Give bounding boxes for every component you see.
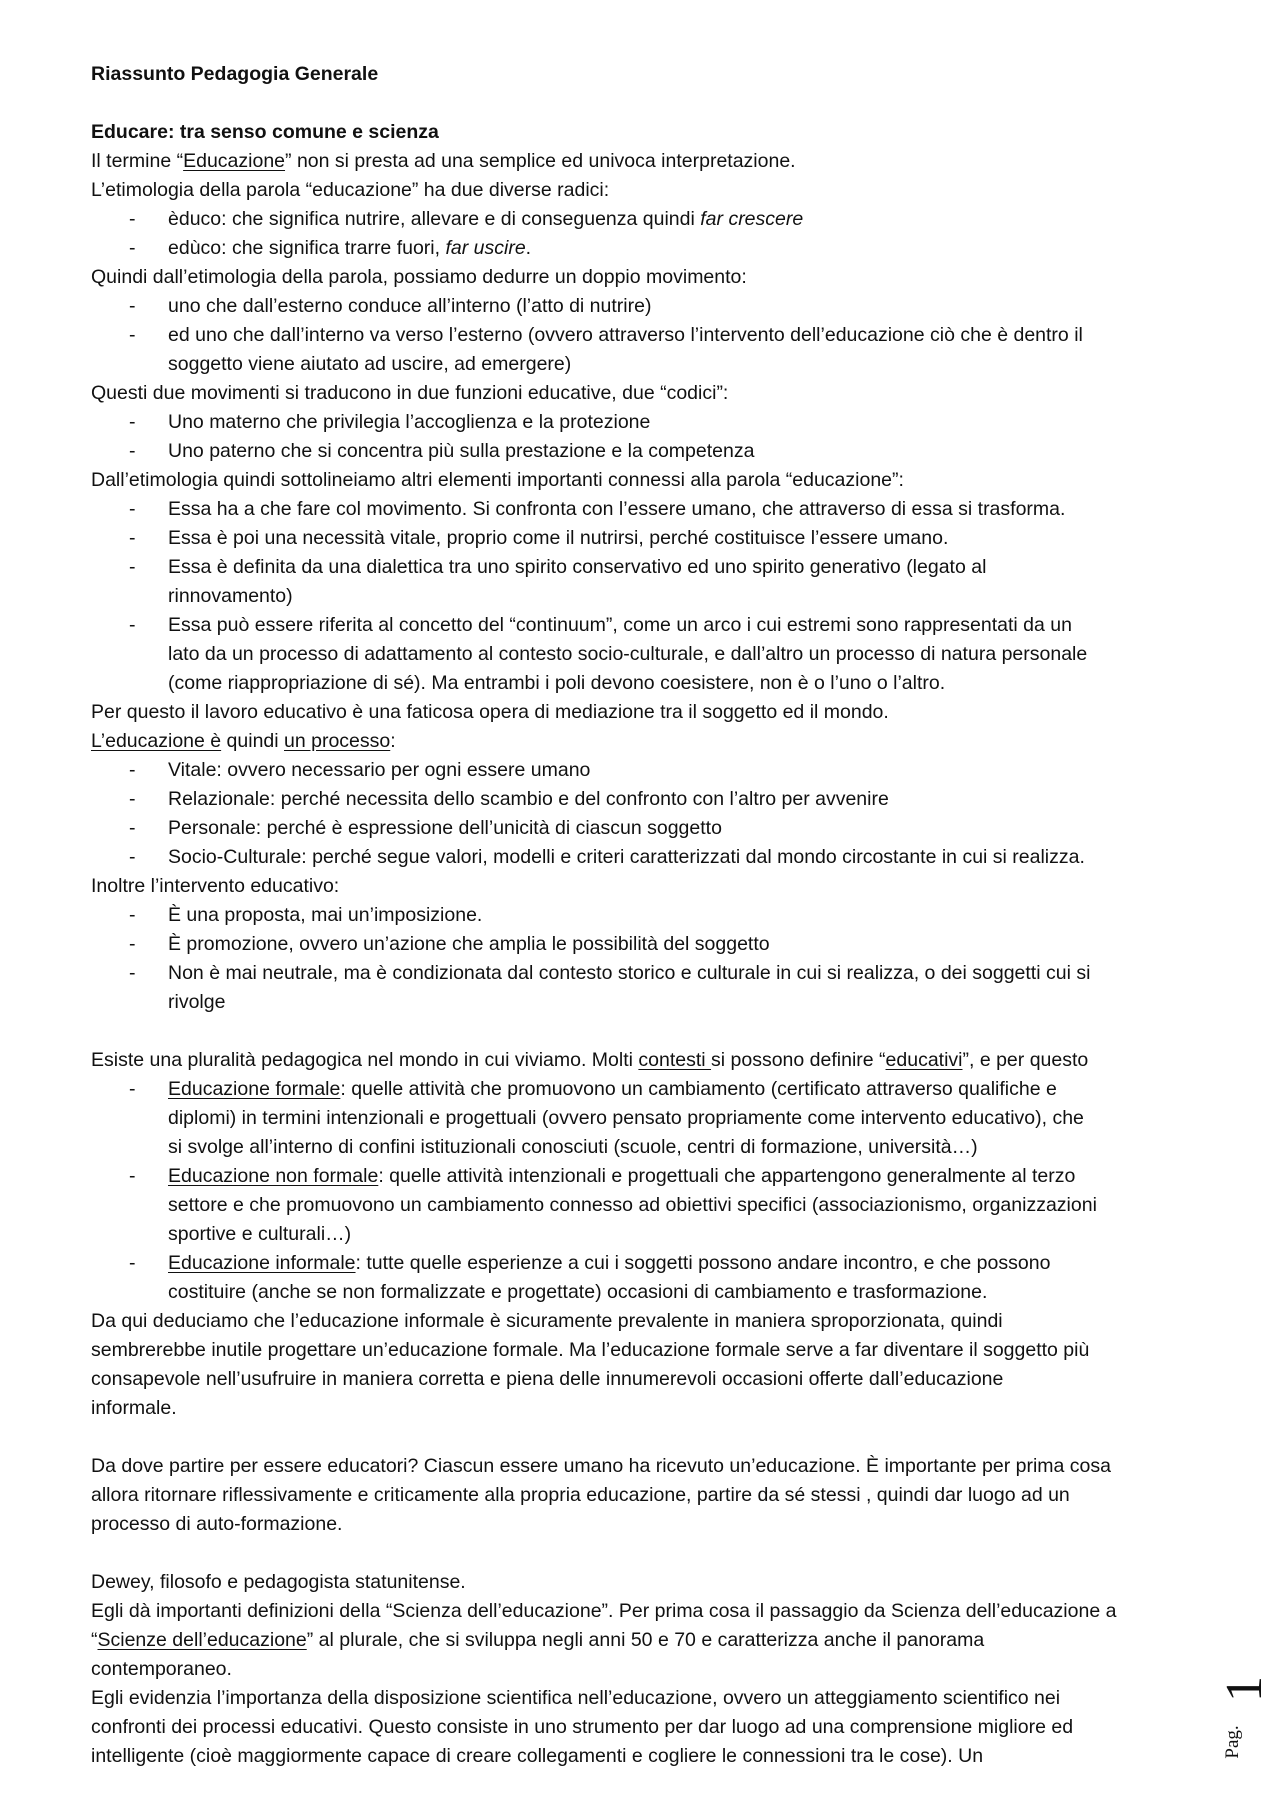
spacer — [91, 1423, 1211, 1452]
underlined-term: contesti — [638, 1049, 712, 1071]
underlined-term: un processo — [284, 730, 391, 752]
text: È una proposta, mai un’imposizione. — [168, 904, 483, 926]
list-item: - Essa può essere riferita al concetto del “continuum”, come un arco i cui estremi sono rappresentati da un lato da un processo di adattamento al contesto socio-culturale, e dall’altro un processo di natura personale (come riappropriazione di sé). Ma entrambi i poli devono coesistere, non è o l’uno o l’altro. — [91, 611, 1211, 698]
list-item: - Vitale: ovvero necessario per ogni essere umano — [129, 759, 591, 781]
list-item: - Educazione formale: quelle attività che promuovono un cambiamento (certificato attraverso qualifiche e diplomi) in termini intenzionali e progettuali (ovvero pensato propriamente come intervento educativo), che si svolge all’interno di confini istituzionali conosciuti (scuole, centri di formazione, università…) — [91, 1075, 1211, 1162]
text: Essa ha a che fare col movimento. Si confronta con l’essere umano, che attraverso di essa si trasforma. — [168, 498, 1066, 520]
page-number: 1 — [1216, 1676, 1273, 1702]
text: rivolge — [168, 991, 226, 1013]
list-item: - Uno materno che privilegia l’accoglienza e la protezione — [129, 411, 651, 433]
paragraph-line: Da dove partire per essere educatori? Ciascun essere umano ha ricevuto un’educazione. È importante per prima cosa — [91, 1455, 1111, 1477]
page-footer — [1216, 1665, 1280, 1775]
text: Il termine “ — [91, 150, 184, 172]
text: : — [390, 730, 396, 752]
list-item: - ed uno che dall’interno va verso l’esterno (ovvero attraverso l’intervento dell’educazione ciò che è dentro il soggetto viene aiutato ad uscire, ad emergere) — [91, 321, 1211, 379]
text: Essa può essere riferita al concetto del “continuum”, come un arco i cui estremi sono rappresentati da un — [168, 614, 1072, 636]
text: Vitale: ovvero necessario per ogni essere umano — [168, 759, 591, 781]
spacer — [91, 1017, 1211, 1046]
paragraph — [91, 1046, 1211, 1075]
paragraph-line: sembrerebbe inutile progettare un’educazione formale. Ma l’educazione formale serve a far diventare il soggetto più — [91, 1339, 1090, 1361]
underlined-term: educativi — [885, 1049, 963, 1071]
paragraph: Questi due movimenti si traducono in due funzioni educative, due “codici”: — [91, 382, 729, 404]
list-item: - edùco: che significa trarre fuori, far uscire. — [129, 237, 532, 259]
list-item: - Relazionale: perché necessita dello scambio e del confronto con l’altro per avvenire — [129, 788, 889, 810]
underlined-term: Educazione — [183, 150, 286, 172]
text: ” al plurale, che si sviluppa negli anni 50 e 70 e caratterizza anche il panorama — [306, 1629, 985, 1651]
list-item: - Personale: perché è espressione dell’unicità di ciascun soggetto — [129, 817, 722, 839]
paragraph-line: allora ritornare riflessivamente e criticamente alla propria educazione, partire da sé stessi , quindi dar luogo ad un — [91, 1484, 1070, 1506]
text: Relazionale: perché necessita dello scambio e del confronto con l’altro per avvenire — [168, 788, 889, 810]
list-item: - Educazione non formale: quelle attività intenzionali e progettuali che appartengono generalmente al terzo settore e che promuovono un cambiamento connesso ad obiettivi specifici (associazionismo, organizzazioni sportive e culturali…) — [91, 1162, 1211, 1249]
paragraph-line: intelligente (cioè maggiormente capace di creare collegamenti e cogliere le connessioni tra le cose). Un — [91, 1745, 984, 1767]
text: Socio-Culturale: perché segue valori, modelli e criteri caratterizzati dal mondo circostante in cui si realizza. — [168, 846, 1085, 868]
italic-text: far crescere — [700, 208, 804, 230]
paragraph: Per questo il lavoro educativo è una faticosa opera di mediazione tra il soggetto ed il mondo. — [91, 701, 889, 723]
text: Non è mai neutrale, ma è condizionata dal contesto storico e culturale in cui si realizza, o dei soggetti cui si — [168, 962, 1091, 984]
underlined-term: L’educazione è — [91, 730, 222, 752]
list-item: - Essa è definita da una dialettica tra uno spirito conservativo ed uno spirito generativo (legato al rinnovamento) — [91, 553, 1211, 611]
text: “ — [91, 1629, 98, 1651]
text: : tutte quelle esperienze a cui i soggetti possono andare incontro, e che possono — [355, 1252, 1051, 1274]
text: Esiste una pluralità pedagogica nel mondo in cui viviamo. Molti — [91, 1049, 639, 1071]
paragraph: Inoltre l’intervento educativo: — [91, 875, 340, 897]
paragraph: Dall’etimologia quindi sottolineiamo altri elementi importanti connessi alla parola “educazione”: — [91, 469, 904, 491]
list-item: - Essa ha a che fare col movimento. Si confronta con l’essere umano, che attraverso di essa si trasforma. — [129, 498, 1066, 520]
section-heading: Educare: tra senso comune e scienza — [91, 121, 439, 143]
text: Uno paterno che si concentra più sulla prestazione e la competenza — [168, 440, 755, 462]
text: si svolge all’interno di confini istituzionali conosciuti (scuole, centri di formazione, università…) — [168, 1136, 978, 1158]
text: ”, e per questo — [962, 1049, 1089, 1071]
list-item: - Essa è poi una necessità vitale, proprio come il nutrirsi, perché costituisce l’essere umano. — [129, 527, 949, 549]
paragraph-line: informale. — [91, 1397, 177, 1419]
italic-text: far uscire — [445, 237, 526, 259]
page-label: Pag. — [1222, 1725, 1243, 1759]
text: : quelle attività intenzionali e progettuali che appartengono generalmente al terzo — [378, 1165, 1076, 1187]
text: È promozione, ovvero un’azione che amplia le possibilità del soggetto — [168, 933, 770, 955]
paragraph-line: confronti dei processi educativi. Questo consiste in uno strumento per dar luogo ad una comprensione migliore ed — [91, 1716, 1074, 1738]
paragraph-line: Egli evidenzia l’importanza della disposizione scientifica nell’educazione, ovvero un atteggiamento scientifico nei — [91, 1687, 1061, 1709]
text: lato da un processo di adattamento al contesto socio-culturale, e dall’altro un processo di natura personale — [168, 643, 1088, 665]
list-item: - Non è mai neutrale, ma è condizionata dal contesto storico e culturale in cui si realizza, o dei soggetti cui si rivolge — [91, 959, 1211, 1017]
paragraph: Quindi dall’etimologia della parola, possiamo dedurre un doppio movimento: — [91, 266, 747, 288]
list-item: - Socio-Culturale: perché segue valori, modelli e criteri caratterizzati dal mondo circostante in cui si realizza. — [129, 846, 1085, 868]
text: quindi — [221, 730, 285, 752]
text: Essa è poi una necessità vitale, proprio come il nutrirsi, perché costituisce l’essere umano. — [168, 527, 949, 549]
text: Essa è definita da una dialettica tra uno spirito conservativo ed uno spirito generativo (legato al — [168, 556, 987, 578]
spacer — [91, 1539, 1211, 1568]
text: rinnovamento) — [168, 585, 293, 607]
list-item: - È una proposta, mai un’imposizione. — [129, 904, 483, 926]
underlined-term: Educazione informale — [168, 1252, 356, 1274]
text: soggetto viene aiutato ad uscire, ad emergere) — [168, 353, 572, 375]
paragraph: Dewey, filosofo e pedagogista statunitense. — [91, 1571, 466, 1593]
paragraph-line: Egli dà importanti definizioni della “Scienza dell’educazione”. Per prima cosa il passaggio da Scienza dell’educazione a — [91, 1600, 1117, 1622]
text: ed uno che dall’interno va verso l’esterno (ovvero attraverso l’intervento dell’educazione ciò che è dentro il — [168, 324, 1083, 346]
list-item: - èduco: che significa nutrire, allevare e di conseguenza quindi far crescere — [129, 208, 804, 230]
paragraph-line: processo di auto-formazione. — [91, 1513, 343, 1535]
text: èduco: che significa nutrire, allevare e di conseguenza quindi — [168, 208, 701, 230]
underlined-term: Educazione formale — [168, 1078, 341, 1100]
paragraph-line — [91, 1626, 1211, 1655]
paragraph-line: contemporaneo. — [91, 1658, 232, 1680]
text: costituire (anche se non formalizzate e progettate) occasioni di cambiamento e trasformazione. — [168, 1281, 988, 1303]
list-item: - È promozione, ovvero un’azione che amplia le possibilità del soggetto — [129, 933, 770, 955]
paragraph — [91, 727, 1211, 756]
document-title: Riassunto Pedagogia Generale — [91, 63, 379, 85]
text: diplomi) in termini intenzionali e progettuali (ovvero pensato propriamente come intervento educativo), che — [168, 1107, 1084, 1129]
paragraph-line: consapevole nell’usufruire in maniera corretta e piena delle innumerevoli occasioni offerte dall’educazione — [91, 1368, 1004, 1390]
text: Uno materno che privilegia l’accoglienza e la protezione — [168, 411, 651, 433]
spacer — [91, 89, 1211, 118]
underlined-term: Scienze dell’educazione — [97, 1629, 307, 1651]
list-item: - Uno paterno che si concentra più sulla prestazione e la competenza — [129, 440, 755, 462]
paragraph-line: Da qui deduciamo che l’educazione informale è sicuramente prevalente in maniera sproporzionata, quindi — [91, 1310, 1003, 1332]
paragraph: L’etimologia della parola “educazione” ha due diverse radici: — [91, 179, 610, 201]
underlined-term: Educazione non formale — [168, 1165, 379, 1187]
paragraph — [91, 147, 1211, 176]
text: (come riappropriazione di sé). Ma entrambi i poli devono coesistere, non è o l’uno o l’altro. — [168, 672, 946, 694]
text: settore e che promuovono un cambiamento connesso ad obiettivi specifici (associazionismo, organizzazioni — [168, 1194, 1097, 1216]
text: si possono definire “ — [711, 1049, 886, 1071]
list-item: - Educazione informale: tutte quelle esperienze a cui i soggetti possono andare incontro, e che possono costituire (anche se non formalizzate e progettate) occasioni di cambiamento e trasformazione. — [91, 1249, 1211, 1307]
text: edùco: che significa trarre fuori, — [168, 237, 446, 259]
text: uno che dall’esterno conduce all’interno (l’atto di nutrire) — [168, 295, 652, 317]
text: . — [525, 237, 532, 259]
list-item: - uno che dall’esterno conduce all’interno (l’atto di nutrire) — [129, 295, 652, 317]
text: sportive e culturali…) — [168, 1223, 352, 1245]
document-page — [91, 60, 1211, 1771]
text: Personale: perché è espressione dell’unicità di ciascun soggetto — [168, 817, 722, 839]
text: ” non si presta ad una semplice ed univoca interpretazione. — [285, 150, 796, 172]
text: : quelle attività che promuovono un cambiamento (certificato attraverso qualifiche e — [340, 1078, 1057, 1100]
